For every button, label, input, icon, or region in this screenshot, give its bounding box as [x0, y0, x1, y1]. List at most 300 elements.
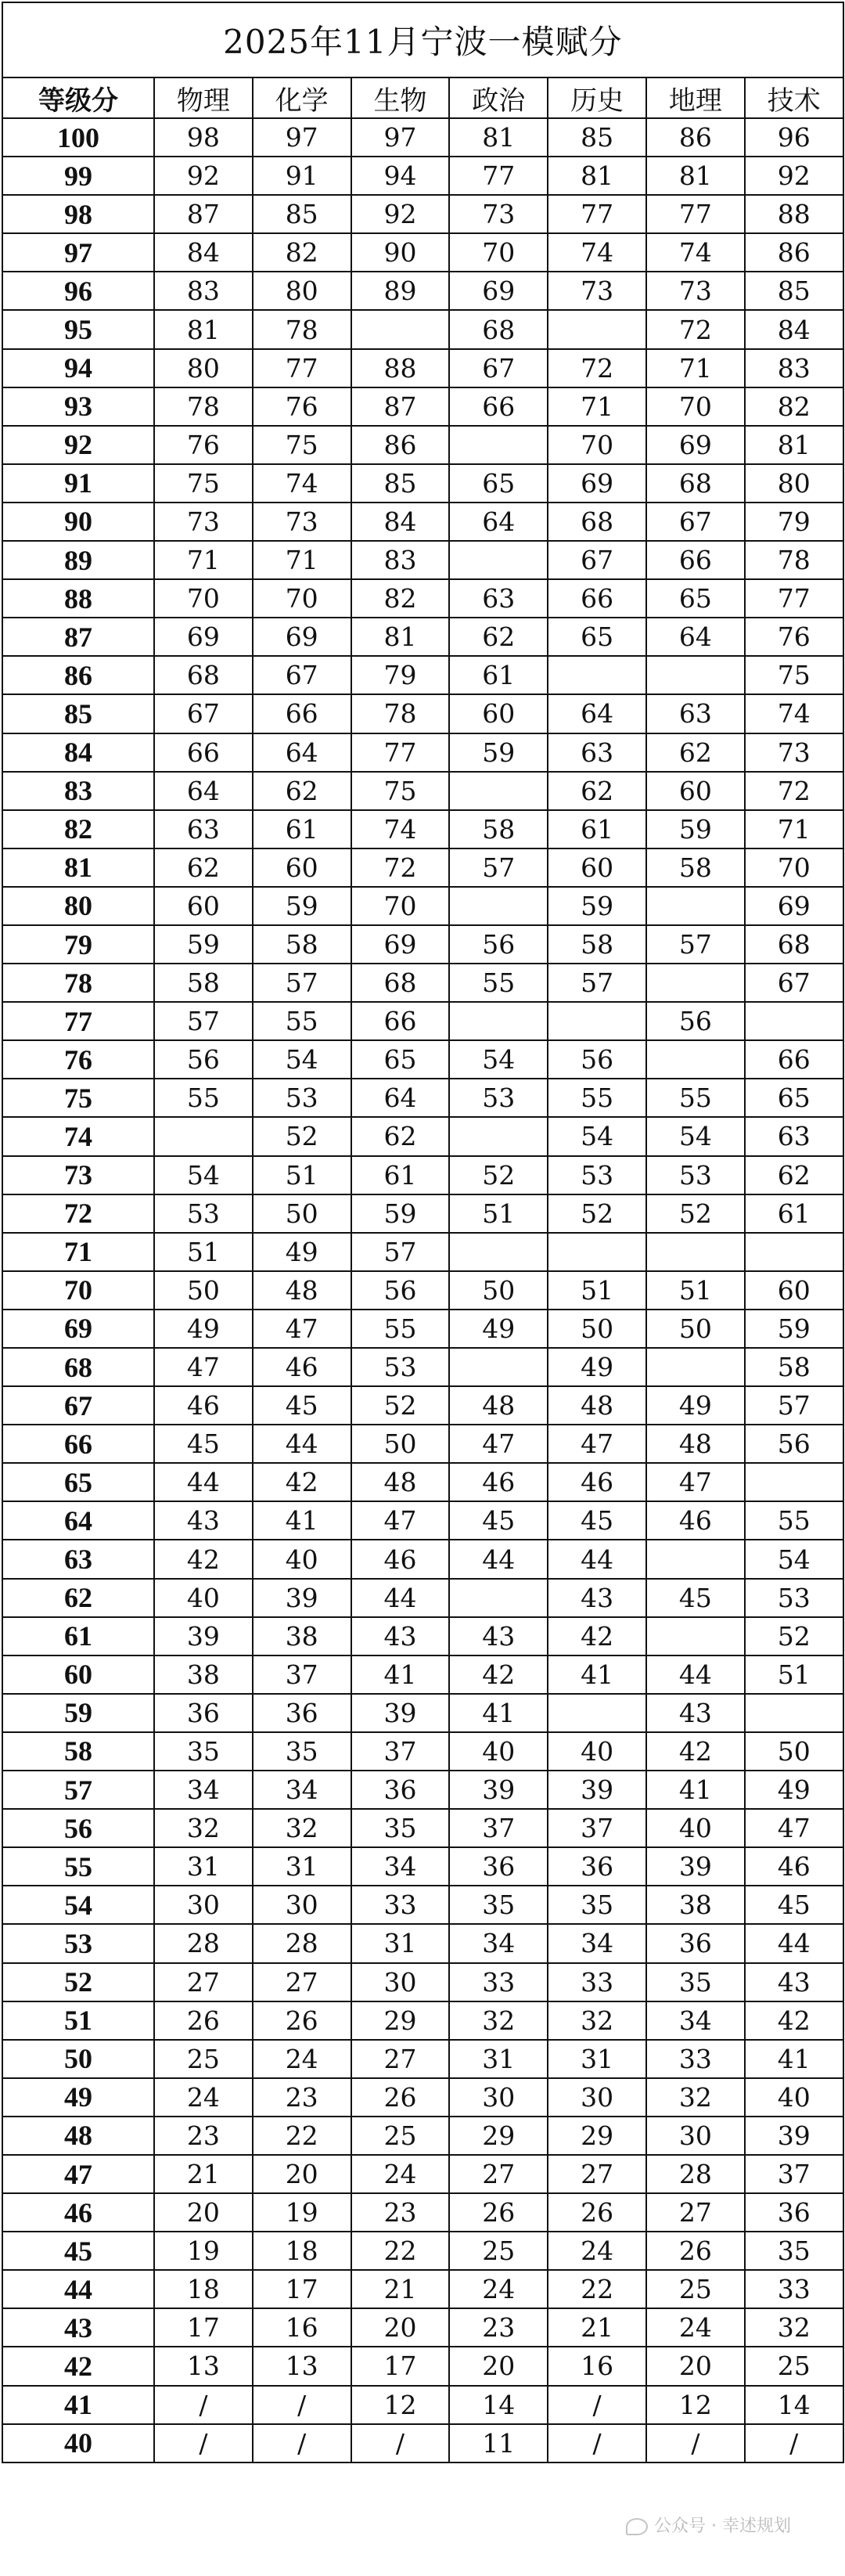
score-cell: 49	[154, 1310, 253, 1348]
table-row	[2, 426, 843, 464]
score-cell: 70	[351, 887, 450, 925]
score-cell: 48	[548, 1386, 646, 1425]
score-cell	[449, 541, 548, 579]
score-cell: 44	[449, 1540, 548, 1578]
score-cell: 59	[253, 887, 351, 925]
grade-cell: 73	[2, 1156, 154, 1194]
score-cell: 57	[449, 848, 548, 887]
score-cell: 33	[548, 1963, 646, 2001]
score-cell: 41	[253, 1501, 351, 1540]
grade-cell: 48	[2, 2117, 154, 2155]
table-row	[2, 233, 843, 272]
score-cell: 26	[548, 2193, 646, 2232]
score-cell: /	[154, 2424, 253, 2463]
score-cell: 49	[253, 1233, 351, 1271]
table-row	[2, 2308, 843, 2347]
grade-cell: 97	[2, 233, 154, 272]
table-row	[2, 1463, 843, 1501]
score-cell: 50	[253, 1194, 351, 1233]
score-cell: 73	[253, 503, 351, 541]
score-cell: 36	[646, 1924, 745, 1962]
score-cell: 75	[351, 772, 450, 810]
score-cell	[154, 1117, 253, 1155]
score-cell: 47	[745, 1809, 843, 1847]
score-cell: 72	[351, 848, 450, 887]
grade-cell: 90	[2, 503, 154, 541]
score-cell: 63	[745, 1117, 843, 1155]
table-row	[2, 733, 843, 772]
column-header-subject: 政治	[449, 77, 548, 118]
table-row	[2, 618, 843, 656]
score-cell: 67	[154, 694, 253, 733]
score-cell: 55	[646, 1079, 745, 1117]
score-cell: 18	[154, 2270, 253, 2308]
score-cell: 30	[646, 2117, 745, 2155]
score-cell: 19	[154, 2232, 253, 2270]
score-cell	[449, 772, 548, 810]
score-cell: 42	[745, 2001, 843, 2040]
score-cell: 56	[351, 1271, 450, 1310]
table-row	[2, 1771, 843, 1809]
score-cell: 78	[154, 387, 253, 426]
score-cell: 80	[154, 349, 253, 387]
score-cell: 44	[745, 1924, 843, 1962]
score-cell: 61	[253, 810, 351, 848]
score-cell: 50	[154, 1271, 253, 1310]
score-cell: 69	[548, 464, 646, 503]
score-cell: 60	[745, 1271, 843, 1310]
score-cell: 61	[449, 656, 548, 694]
grade-cell: 88	[2, 579, 154, 618]
score-cell: 47	[449, 1425, 548, 1463]
column-header-subject: 化学	[253, 77, 351, 118]
score-cell: 84	[351, 503, 450, 541]
score-cell: 63	[154, 810, 253, 848]
table-row	[2, 1233, 843, 1271]
score-cell: 45	[548, 1501, 646, 1540]
score-cell: 26	[253, 2001, 351, 2040]
score-cell: 46	[351, 1540, 450, 1578]
score-cell: 45	[154, 1425, 253, 1463]
grade-cell: 91	[2, 464, 154, 503]
score-cell: 69	[745, 887, 843, 925]
table-body	[2, 118, 843, 2463]
score-cell: 50	[745, 1732, 843, 1771]
grade-cell: 61	[2, 1617, 154, 1655]
table-row	[2, 157, 843, 195]
score-cell: 14	[745, 2386, 843, 2424]
score-cell: 27	[351, 2040, 450, 2078]
score-cell: 60	[154, 887, 253, 925]
table-row	[2, 848, 843, 887]
score-cell: 36	[253, 1694, 351, 1732]
score-cell: 69	[253, 618, 351, 656]
grade-cell: 99	[2, 157, 154, 195]
score-cell: 62	[351, 1117, 450, 1155]
score-cell: 37	[253, 1655, 351, 1694]
score-cell: 90	[351, 233, 450, 272]
grade-cell: 71	[2, 1233, 154, 1271]
score-cell: 65	[449, 464, 548, 503]
score-cell: 56	[154, 1040, 253, 1079]
score-cell: 78	[745, 541, 843, 579]
score-cell: 71	[548, 387, 646, 426]
score-cell: 42	[154, 1540, 253, 1578]
grade-cell: 92	[2, 426, 154, 464]
score-cell: 53	[154, 1194, 253, 1233]
score-cell: 81	[449, 118, 548, 157]
score-cell: 27	[646, 2193, 745, 2232]
table-row	[2, 1156, 843, 1194]
grade-cell: 51	[2, 2001, 154, 2040]
score-cell: 73	[646, 272, 745, 310]
score-cell: 27	[253, 1963, 351, 2001]
score-cell: 31	[548, 2040, 646, 2078]
score-cell: 49	[449, 1310, 548, 1348]
score-cell: 81	[154, 310, 253, 348]
grade-cell: 79	[2, 925, 154, 964]
table-row	[2, 1271, 843, 1310]
score-cell: 50	[646, 1310, 745, 1348]
score-cell: 96	[745, 118, 843, 157]
score-cell: 58	[745, 1348, 843, 1386]
score-cell: 34	[646, 2001, 745, 2040]
score-cell: 63	[449, 579, 548, 618]
score-cell	[745, 1233, 843, 1271]
score-cell: /	[253, 2386, 351, 2424]
table-row	[2, 1194, 843, 1233]
score-cell: 55	[154, 1079, 253, 1117]
score-cell	[646, 887, 745, 925]
grade-cell: 43	[2, 2308, 154, 2347]
score-cell: 48	[253, 1271, 351, 1310]
score-cell: 62	[449, 618, 548, 656]
score-cell: 70	[154, 579, 253, 618]
score-cell: 71	[154, 541, 253, 579]
score-cell: 85	[548, 118, 646, 157]
table-row	[2, 1002, 843, 1040]
score-cell: 52	[253, 1117, 351, 1155]
table-row	[2, 1924, 843, 1962]
grade-cell: 98	[2, 195, 154, 233]
grade-cell: 87	[2, 618, 154, 656]
table-row	[2, 1386, 843, 1425]
score-cell: 24	[351, 2155, 450, 2193]
score-cell: 12	[351, 2386, 450, 2424]
score-cell: 65	[646, 579, 745, 618]
score-cell: 61	[351, 1156, 450, 1194]
grade-cell: 96	[2, 272, 154, 310]
score-cell: 36	[154, 1694, 253, 1732]
score-cell	[646, 1540, 745, 1578]
score-cell	[646, 1040, 745, 1079]
grade-cell: 93	[2, 387, 154, 426]
score-cell: 68	[449, 310, 548, 348]
score-cell: 32	[154, 1809, 253, 1847]
score-cell	[449, 1002, 548, 1040]
score-cell: 45	[449, 1501, 548, 1540]
score-cell: 29	[351, 2001, 450, 2040]
score-cell: 82	[351, 579, 450, 618]
score-cell: 65	[351, 1040, 450, 1079]
table-row	[2, 1501, 843, 1540]
score-cell: 20	[351, 2308, 450, 2347]
score-cell: 25	[745, 2347, 843, 2385]
table-row	[2, 2232, 843, 2270]
score-cell: 70	[548, 426, 646, 464]
score-cell: 22	[253, 2117, 351, 2155]
score-cell: 32	[745, 2308, 843, 2347]
score-cell: 74	[745, 694, 843, 733]
grade-cell: 100	[2, 118, 154, 157]
score-cell: 71	[646, 349, 745, 387]
score-cell: 57	[253, 964, 351, 1002]
score-cell: /	[745, 2424, 843, 2463]
table-row	[2, 887, 843, 925]
grade-cell: 68	[2, 1348, 154, 1386]
score-cell: 61	[548, 810, 646, 848]
score-cell: 21	[154, 2155, 253, 2193]
score-cell: 17	[253, 2270, 351, 2308]
score-cell: 66	[351, 1002, 450, 1040]
table-row	[2, 694, 843, 733]
grade-cell: 62	[2, 1579, 154, 1617]
score-cell: 30	[449, 2078, 548, 2117]
score-cell: 24	[548, 2232, 646, 2270]
header-row	[2, 77, 843, 118]
score-cell: 80	[745, 464, 843, 503]
score-cell: 87	[351, 387, 450, 426]
score-cell: 44	[548, 1540, 646, 1578]
score-cell: 55	[745, 1501, 843, 1540]
score-cell: 40	[548, 1732, 646, 1771]
score-cell: 87	[154, 195, 253, 233]
score-cell: 48	[351, 1463, 450, 1501]
score-cell: 74	[351, 810, 450, 848]
score-cell: 47	[548, 1425, 646, 1463]
score-cell: 43	[548, 1579, 646, 1617]
score-cell: 33	[351, 1886, 450, 1924]
score-cell: 31	[449, 2040, 548, 2078]
score-cell: 91	[253, 157, 351, 195]
score-cell: 56	[548, 1040, 646, 1079]
score-cell: 50	[351, 1425, 450, 1463]
score-cell: 63	[646, 694, 745, 733]
score-cell: 37	[548, 1809, 646, 1847]
score-cell: 39	[646, 1847, 745, 1886]
grade-cell: 58	[2, 1732, 154, 1771]
score-cell: 17	[351, 2347, 450, 2385]
score-cell: 40	[745, 2078, 843, 2117]
score-cell: 69	[449, 272, 548, 310]
score-cell: 47	[154, 1348, 253, 1386]
score-cell: 38	[646, 1886, 745, 1924]
table-row	[2, 2386, 843, 2424]
score-cell: 17	[154, 2308, 253, 2347]
score-cell: 41	[646, 1771, 745, 1809]
score-cell: 58	[449, 810, 548, 848]
score-cell	[745, 1002, 843, 1040]
score-cell: 71	[745, 810, 843, 848]
grade-cell: 80	[2, 887, 154, 925]
score-cell: 59	[449, 733, 548, 772]
score-cell: 32	[253, 1809, 351, 1847]
score-cell: 70	[449, 233, 548, 272]
score-cell: 84	[745, 310, 843, 348]
score-cell: 23	[253, 2078, 351, 2117]
grade-cell: 67	[2, 1386, 154, 1425]
score-cell: 53	[351, 1348, 450, 1386]
score-cell	[745, 1463, 843, 1501]
score-cell: 29	[449, 2117, 548, 2155]
score-cell: 83	[745, 349, 843, 387]
table-row	[2, 656, 843, 694]
score-cell: 56	[646, 1002, 745, 1040]
score-cell: 77	[646, 195, 745, 233]
table-row	[2, 2001, 843, 2040]
score-cell: /	[154, 2386, 253, 2424]
score-cell: 57	[548, 964, 646, 1002]
score-cell: 68	[351, 964, 450, 1002]
score-cell: 66	[548, 579, 646, 618]
score-cell: 77	[449, 157, 548, 195]
score-cell: 52	[646, 1194, 745, 1233]
score-cell: 37	[351, 1732, 450, 1771]
score-cell	[449, 1579, 548, 1617]
grade-cell: 40	[2, 2424, 154, 2463]
score-cell: 49	[548, 1348, 646, 1386]
score-cell: 85	[745, 272, 843, 310]
score-cell: 30	[351, 1963, 450, 2001]
score-cell: 53	[548, 1156, 646, 1194]
score-cell: 67	[745, 964, 843, 1002]
table-row	[2, 579, 843, 618]
grade-cell: 50	[2, 2040, 154, 2078]
table-row	[2, 1079, 843, 1117]
score-cell: 31	[253, 1847, 351, 1886]
score-cell: 47	[351, 1501, 450, 1540]
table-row	[2, 464, 843, 503]
grade-cell: 72	[2, 1194, 154, 1233]
score-cell: 21	[351, 2270, 450, 2308]
score-cell: 35	[745, 2232, 843, 2270]
grade-cell: 52	[2, 1963, 154, 2001]
score-cell: /	[253, 2424, 351, 2463]
score-cell: 26	[154, 2001, 253, 2040]
grade-cell: 45	[2, 2232, 154, 2270]
table-row	[2, 1886, 843, 1924]
watermark-text: 公众号 · 幸述规划	[654, 2517, 791, 2536]
score-cell: 53	[253, 1079, 351, 1117]
score-cell: 73	[745, 733, 843, 772]
score-cell: 61	[745, 1194, 843, 1233]
score-cell: 30	[154, 1886, 253, 1924]
score-cell: 36	[745, 2193, 843, 2232]
score-cell: 68	[646, 464, 745, 503]
table-row	[2, 1617, 843, 1655]
score-cell: 35	[351, 1809, 450, 1847]
score-cell: 69	[351, 925, 450, 964]
score-cell: 97	[351, 118, 450, 157]
score-cell: 31	[351, 1924, 450, 1962]
score-cell: 76	[745, 618, 843, 656]
score-cell: 86	[745, 233, 843, 272]
score-cell: 62	[548, 772, 646, 810]
score-cell	[449, 1233, 548, 1271]
score-cell: 66	[745, 1040, 843, 1079]
score-cell	[449, 426, 548, 464]
score-cell: 25	[646, 2270, 745, 2308]
table-row	[2, 1348, 843, 1386]
table-row	[2, 2424, 843, 2463]
grade-cell: 66	[2, 1425, 154, 1463]
grade-cell: 78	[2, 964, 154, 1002]
score-cell: 40	[449, 1732, 548, 1771]
grade-cell: 46	[2, 2193, 154, 2232]
score-cell: 66	[253, 694, 351, 733]
grade-cell: 53	[2, 1924, 154, 1962]
score-cell: 23	[351, 2193, 450, 2232]
score-cell: 39	[253, 1579, 351, 1617]
score-cell	[449, 1117, 548, 1155]
score-cell: 28	[646, 2155, 745, 2193]
score-cell: 77	[253, 349, 351, 387]
score-cell: 85	[351, 464, 450, 503]
table-row	[2, 1694, 843, 1732]
score-cell: 94	[351, 157, 450, 195]
score-cell: 16	[253, 2308, 351, 2347]
score-cell: 43	[154, 1501, 253, 1540]
grade-cell: 49	[2, 2078, 154, 2117]
score-cell: 64	[154, 772, 253, 810]
score-cell: 68	[745, 925, 843, 964]
score-cell: 24	[449, 2270, 548, 2308]
score-cell: 19	[253, 2193, 351, 2232]
score-cell: 42	[548, 1617, 646, 1655]
table-row	[2, 195, 843, 233]
table-row	[2, 1117, 843, 1155]
score-cell: 38	[253, 1617, 351, 1655]
score-cell: 49	[745, 1771, 843, 1809]
grade-cell: 85	[2, 694, 154, 733]
score-cell: 81	[745, 426, 843, 464]
score-cell: 48	[646, 1425, 745, 1463]
score-table	[2, 2, 844, 2463]
score-cell: 35	[548, 1886, 646, 1924]
score-cell: 49	[646, 1386, 745, 1425]
score-cell: 60	[449, 694, 548, 733]
score-cell: 60	[548, 848, 646, 887]
score-cell: 44	[154, 1463, 253, 1501]
score-cell: 31	[154, 1847, 253, 1886]
grade-cell: 57	[2, 1771, 154, 1809]
table-row	[2, 1732, 843, 1771]
score-cell: 46	[548, 1463, 646, 1501]
score-cell	[646, 656, 745, 694]
score-cell: 13	[253, 2347, 351, 2385]
score-cell: 54	[154, 1156, 253, 1194]
score-cell: 41	[449, 1694, 548, 1732]
score-cell: 24	[646, 2308, 745, 2347]
score-cell: /	[646, 2424, 745, 2463]
grade-cell: 69	[2, 1310, 154, 1348]
score-cell: 57	[351, 1233, 450, 1271]
score-cell: 80	[253, 272, 351, 310]
score-cell: 39	[548, 1771, 646, 1809]
score-cell: 81	[548, 157, 646, 195]
score-cell: 43	[745, 1963, 843, 2001]
score-cell: 55	[548, 1079, 646, 1117]
